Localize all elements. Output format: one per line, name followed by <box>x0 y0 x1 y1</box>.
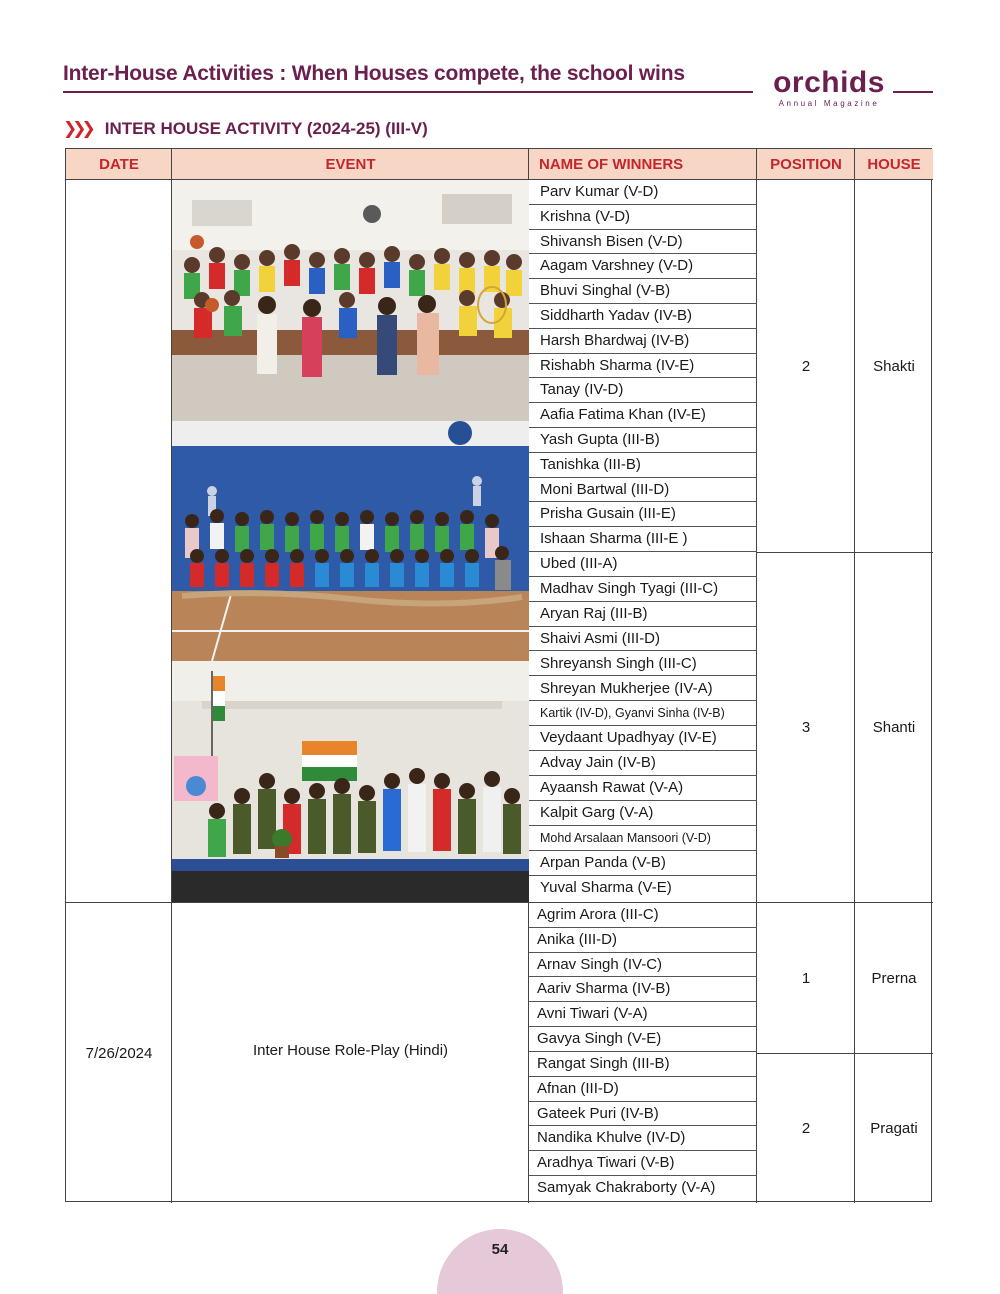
winner-name: Harsh Bhardwaj (IV-B) <box>529 329 757 354</box>
winner-name: Avni Tiwari (V-A) <box>529 1002 757 1027</box>
winner-name: Prisha Gusain (III-E) <box>529 502 757 527</box>
winner-name: Anika (III-D) <box>529 928 757 953</box>
winner-name: Ayaansh Rawat (V-A) <box>529 776 757 801</box>
winner-name: Parv Kumar (V-D) <box>529 180 757 205</box>
winner-name: Afnan (III-D) <box>529 1077 757 1102</box>
col-header-position: POSITION <box>757 149 855 180</box>
winner-name: Rangat Singh (III-B) <box>529 1052 757 1077</box>
winner-name: Samyak Chakraborty (V-A) <box>537 1179 716 1196</box>
winner-name: Veydaant Upadhyay (IV-E) <box>529 726 757 751</box>
winner-name: Kalpit Garg (V-A) <box>529 801 757 826</box>
winner-name: Shreyan Mukherjee (IV-A) <box>529 677 757 702</box>
house-cell: Pragati <box>870 1119 918 1137</box>
brand-subtitle: Annual Magazine <box>778 99 880 108</box>
winners-table <box>65 148 932 1202</box>
event-cell <box>172 903 529 1203</box>
col-header-house: HOUSE <box>855 149 933 180</box>
position-cell: 1 <box>801 969 811 987</box>
position-cell: 2 <box>801 1119 811 1137</box>
page-title: Inter-House Activities : When Houses compete, the school wins <box>63 62 685 85</box>
col-header-date: DATE <box>66 149 172 180</box>
winner-name: Advay Jain (IV-B) <box>529 751 757 776</box>
winner-name: Agrim Arora (III-C) <box>529 903 757 928</box>
col-header-event: EVENT <box>172 149 529 180</box>
winner-name: Shaivi Asmi (III-D) <box>529 627 757 652</box>
winner-name: Ubed (III-A) <box>529 552 757 577</box>
winner-name: Kartik (IV-D), Gyanvi Sinha (IV-B) <box>529 701 757 726</box>
winner-name: Nandika Khulve (IV-D) <box>529 1126 757 1151</box>
winner-name: Mohd Arsalaan Mansoori (V-D) <box>529 826 757 851</box>
winner-name: Siddharth Yadav (IV-B) <box>529 304 757 329</box>
winner-name: Shivansh Bisen (V-D) <box>529 230 757 255</box>
winner-name: Aryan Raj (III-B) <box>529 602 757 627</box>
winner-name: Aariv Sharma (IV-B) <box>529 977 757 1002</box>
section-heading-text: INTER HOUSE ACTIVITY (2024-25) (III-V) <box>104 119 428 138</box>
winner-name: Aagam Varshney (V-D) <box>529 254 757 279</box>
winner-name: Bhuvi Singhal (V-B) <box>529 279 757 304</box>
photo-group-gym-activity <box>172 180 529 421</box>
winner-name: Aafia Fatima Khan (IV-E) <box>529 403 757 428</box>
winner-name: Tanay (IV-D) <box>529 378 757 403</box>
winner-name: Yash Gupta (III-B) <box>529 428 757 453</box>
date-cell: 7/26/2024 <box>85 1044 153 1062</box>
winner-name: Rishabh Sharma (IV-E) <box>529 354 757 379</box>
brand-name: orchids <box>773 66 885 99</box>
winner-name: Arnav Singh (IV-C) <box>529 953 757 978</box>
winner-name: Gateek Puri (IV-B) <box>529 1102 757 1127</box>
col-header-winners: NAME OF WINNERS <box>529 149 757 180</box>
header-rule <box>63 91 753 93</box>
photo-group-role-play-stage <box>172 661 529 902</box>
photo-group-tug-of-war <box>172 421 529 661</box>
winner-name: Shreyansh Singh (III-C) <box>529 652 757 677</box>
winner-name: Aradhya Tiwari (V-B) <box>529 1151 757 1176</box>
house-cell: Prerna <box>871 969 917 987</box>
winner-name: Tanishka (III-B) <box>529 453 757 478</box>
winner-name: Madhav Singh Tyagi (III-C) <box>529 577 757 602</box>
winner-name: Krishna (V-D) <box>529 205 757 230</box>
house-cell: Shakti <box>873 357 915 375</box>
winner-name: Yuval Sharma (V-E) <box>540 878 672 896</box>
winner-name: Gavya Singh (V-E) <box>529 1027 757 1052</box>
brand-logo <box>770 68 888 109</box>
double-chevron-icon: ❯❯❯ <box>63 119 91 138</box>
winner-name: Moni Bartwal (III-D) <box>529 478 757 503</box>
page-number: 54 <box>491 1241 509 1258</box>
header-rule-right <box>893 91 933 93</box>
house-cell: Shanti <box>872 719 916 736</box>
section-heading <box>63 119 428 139</box>
winner-name: Ishaan Sharma (III-E ) <box>529 527 757 552</box>
position-cell: 2 <box>801 357 811 375</box>
winner-name: Arpan Panda (V-B) <box>529 851 757 876</box>
event-label: Inter House Role-Play (Hindi) <box>252 1041 449 1059</box>
position-cell: 3 <box>801 719 811 736</box>
page-badge <box>437 1229 563 1294</box>
